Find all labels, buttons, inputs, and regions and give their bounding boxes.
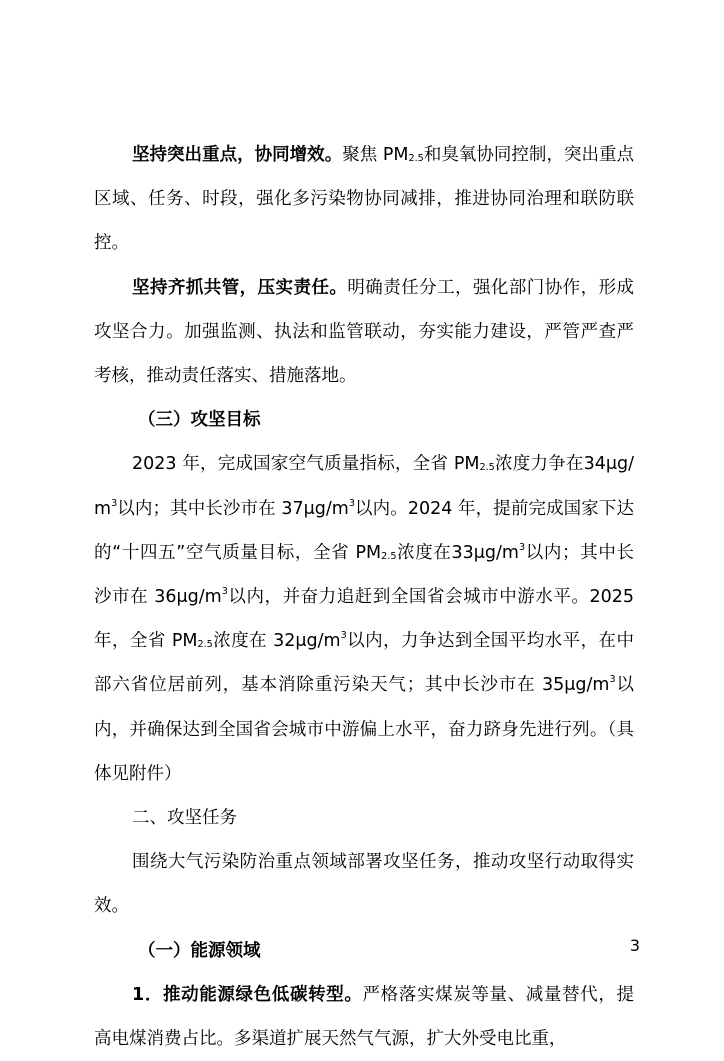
paragraph-tasks-intro: 围绕大气污染防治重点领域部署攻坚任务，推动攻坚行动取得实效。 bbox=[94, 852, 634, 917]
paragraph-focus-priorities: 坚持突出重点，协同增效。聚焦 $PM_{2.5}$和臭氧协同控制，突出重点区域、任务、时段，强化多污染物协同减排，推进协同治理和联防联控。 bbox=[94, 145, 635, 254]
section-heading-energy: （一）能源领域 bbox=[138, 940, 261, 961]
paragraph-shared-responsibility: 坚持齐抓共管，压实责任。明确责任分工，强化部门协作，形成攻坚合力。加强监测、执法和监管联动，夯实能力建设，严管严查严考核，推动责任落实、措施落地。 bbox=[94, 277, 635, 387]
paragraph-targets: 2023 年，完成国家空气质量指标，全省 $PM_{2.5}$浓度力争在$34\mu g/m^3$以内；其中长沙市在 $37\mu g/m^3$以内。2024 年，提前完成国家下达的“十四五”空气质量目标，全省 $PM_{2.5}$浓度在$33\mu g/m^3$以内；其中长沙市在 $36\mu g/m^3$以内，并奋力追赶到全国省会城市中游水平。2025 年，全省 $PM_{2.5}$浓度在 $32\mu g/m^3$以内，力争达到全国平均水平，在中部六省位居前列，基本消除重污染天气；其中长沙市在 $35\mu g/m^3$以内，并确保达到全国省会城市中游偏上水平，奋力跻身先进行列。（具体见附件） bbox=[94, 454, 635, 784]
paragraph-energy-transition: 1．推动能源绿色低碳转型。严格落实煤炭等量、减量替代，提高电煤消费占比。多渠道扩展天然气气源，扩大外受电比重， bbox=[94, 984, 634, 1050]
section-heading-targets: （三）攻坚目标 bbox=[138, 410, 261, 431]
paragraph-lead: 坚持齐抓共管，压实责任。 bbox=[132, 277, 348, 298]
page-number: 3 bbox=[629, 936, 640, 955]
document-body bbox=[94, 133, 634, 1061]
section-heading-tasks: 二、攻坚任务 bbox=[132, 808, 237, 829]
paragraph-lead: 坚持突出重点，协同增效。 bbox=[132, 145, 343, 165]
paragraph-lead: 1．推动能源绿色低碳转型。 bbox=[132, 984, 363, 1005]
